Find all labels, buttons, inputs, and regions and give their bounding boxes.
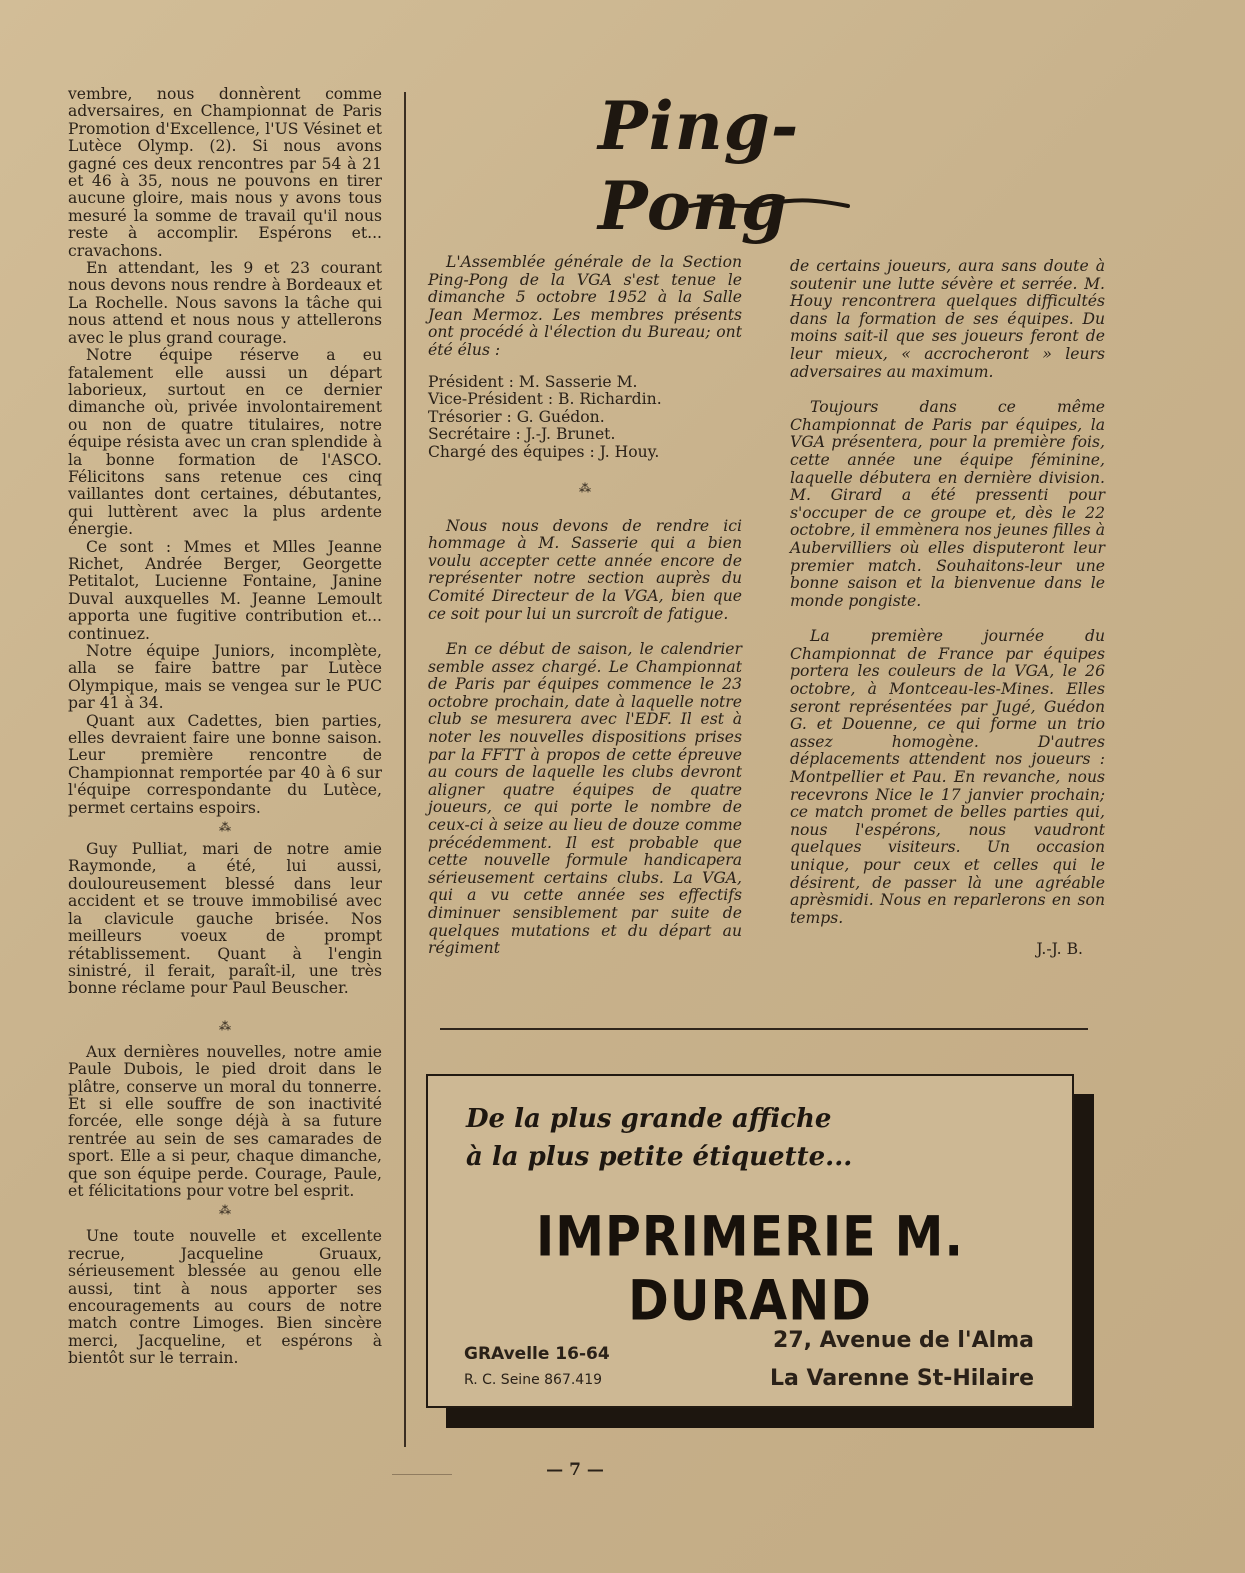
officer-treasurer: Trésorier : G. Guédon. [428, 407, 605, 426]
ad-slogan-line-2: à la plus petite étiquette... [466, 1142, 853, 1172]
officer-vice-president: Vice-Président : B. Richardin. [428, 390, 662, 409]
column-divider [404, 92, 406, 1447]
paragraph: Nous nous devons de rendre ici hommage à M. Sasserie qui a bien voulu accepter cette année encore de représenter notre section auprès du Comité Directeur de la VGA, bien que ce soit pour lui un surcroît de fatigue. [428, 516, 742, 623]
printer-advertisement [426, 1074, 1074, 1408]
horizontal-rule [440, 1028, 1088, 1030]
paragraph: En ce début de saison, le calendrier semble assez chargé. Le Championnat de Paris par équipes commence le 23 octobre prochain, date à laquelle notre club se mesurera avec l'EDF. Il est à noter les nouvelles dispositions prises par la FFTT à propos de cette épreuve au cours de laquelle les clubs devront aligner quatre équipes de quatre joueurs, ce qui porte le nombre de ceux-ci à seize au lieu de douze comme précédemment. Il est probable que cette nouvelle formule handicapera sérieusement certains clubs. La VGA, qui a vu cette année ses effectifs diminuer sensiblement par suite de quelques mutations et du départ au régiment [428, 640, 742, 958]
article-signature: J.-J. B. [1036, 940, 1083, 959]
ad-address-street: 27, Avenue de l'Alma [773, 1328, 1034, 1353]
ad-registry: R. C. Seine 867.419 [464, 1372, 603, 1388]
article-intro: L'Assemblée générale de la Section Ping-Pong de la VGA s'est tenue le dimanche 5 octobre 1952 à la Salle Jean Mermoz. Les membres présents ont procédé à l'élection du Bureau; ont été élus : [428, 253, 742, 359]
title-swash-ornament [688, 198, 850, 212]
asterism-separator: ⁂ [219, 1018, 231, 1033]
ad-address-town: La Varenne St-Hilaire [769, 1366, 1034, 1391]
ad-company-name: IMPRIMERIE M. DURAND [536, 1205, 964, 1333]
paragraph: Quant aux Cadettes, bien parties, elles devraient faire une bonne saison. Leur première rencontre de Championnat remportée par 40 à 6 sur l'équipe correspondante du Lutèce, permet certains espoirs. [68, 711, 382, 817]
asterism-separator: ⁂ [219, 1203, 231, 1218]
ad-phone: GRAvelle 16-64 [464, 1344, 610, 1364]
officers-list [428, 374, 742, 462]
paragraph: vembre, nous donnèrent comme adversaires, en Championnat de Paris Promotion d'Excellence, l'US Vésinet et Lutèce Olymp. (2). Si nous avons gagné ces deux rencontres par 54 à 21 et 46 à 35, nous ne pouvons en tirer aucune gloire, mais nous y avons tous mesuré la somme de travail qu'il nous reste à accomplir. Espérons et... cravachons. [68, 85, 382, 260]
asterism-separator: ⁂ [579, 480, 591, 495]
left-column [68, 86, 382, 1368]
paragraph: En attendant, les 9 et 23 courant nous devons nous rendre à Bordeaux et La Rochelle. Nous savons la tâche qui nous attend et nous nous y attellerons avec le plus grand courage. [68, 259, 382, 347]
article-column-middle [428, 254, 742, 958]
officer-team-manager: Chargé des équipes : J. Houy. [428, 442, 660, 461]
article-title: Ping-Pong [598, 87, 800, 245]
article-column-right [790, 258, 1105, 959]
paragraph: Toujours dans ce même Championnat de Paris par équipes, la VGA présentera, pour la première fois, cette année une équipe féminine, laquelle débutera en dernière division. M. Girard a été pressenti pour s'occuper de ce groupe et, dès le 22 octobre, il emmènera nos jeunes filles à Aubervilliers où elles disputeront leur premier match. Souhaitons-leur une bonne saison et la bienvenue dans le monde pongiste. [790, 398, 1105, 610]
paragraph: La première journée du Championnat de France par équipes portera les couleurs de la VGA, le 26 octobre, à Montceau-les-Mines. Elles seront représentées par Jugé, Guédon G. et Douenne, ce qui forme un trio assez homogène. D'autres déplacements attendent nos joueurs : Montpellier et Pau. En revanche, nous recevrons Nice le 17 janvier prochain; ce match promet de belles parties qui, nous l'espérons, nous vaudront quelques visiteurs. Un occasion unique, pour ceux et celles qui le désirent, de passer là une agréable aprèsmidi. Nous en reparlerons en son temps. [790, 627, 1105, 927]
paragraph: de certains joueurs, aura sans doute à soutenir une lutte sévère et serrée. M. Houy rencontrera quelques difficultés dans la formation de ses équipes. Du moins sait-il que ses joueurs feront de leur mieux, « accrocheront » leurs adversaires au maximum. [790, 257, 1105, 381]
paragraph: Une toute nouvelle et excellente recrue, Jacqueline Gruaux, sérieusement blessée au genou elle aussi, tint à nous apporter ses encouragements au cours de notre match contre Limoges. Bien sincère merci, Jacqueline, et espérons à bientôt sur le terrain. [68, 1227, 382, 1368]
paragraph: Ce sont : Mmes et Mlles Jeanne Richet, Andrée Berger, Georgette Petitalot, Lucienne Fontaine, Janine Duval auxquelles M. Jeanne Lemoult apporta une fugitive contribution et... continuez. [68, 537, 382, 643]
officer-secretary: Secrétaire : J.-J. Brunet. [428, 425, 616, 444]
page-number: — 7 — [546, 1460, 604, 1480]
paragraph: Notre équipe réserve a eu fatalement elle aussi un départ laborieux, surtout en ce dernier dimanche où, privée involontairement ou non de quatre titulaires, notre équipe résista avec un cran splendide à la bonne formation de l'ASCO. Félicitons sans retenue ces cinq vaillantes dont certaines, débutantes, qui luttèrent avec la plus ardente énergie. [68, 346, 382, 539]
ad-slogan [466, 1100, 852, 1176]
ad-slogan-line-1: De la plus grande affiche [466, 1104, 832, 1134]
paragraph: Notre équipe Juniors, incomplète, alla se faire battre par Lutèce Olympique, mais se vengea sur le PUC par 41 à 34. [68, 642, 382, 713]
paragraph: Guy Pulliat, mari de notre amie Raymonde, a été, lui aussi, douloureusement blessé dans leur accident et se trouve immobilisé avec la clavicule gauche brisée. Nos meilleurs voeux de prompt rétablissement. Quant à l'engin sinistré, il ferait, paraît-il, une très bonne réclame pour Paul Beuscher. [68, 840, 382, 998]
ink-smudge [392, 1474, 452, 1475]
paragraph: Aux dernières nouvelles, notre amie Paule Dubois, le pied droit dans le plâtre, conserve un moral du tonnerre. Et si elle souffre de son inactivité forcée, elle songe déjà à sa future rentrée au sein de ses camarades de sport. Elle a si peur, chaque dimanche, que son équipe perde. Courage, Paule, et félicitations pour votre bel esprit. [68, 1042, 382, 1200]
asterism-separator: ⁂ [219, 820, 231, 835]
officer-president: Président : M. Sasserie M. [428, 372, 638, 391]
